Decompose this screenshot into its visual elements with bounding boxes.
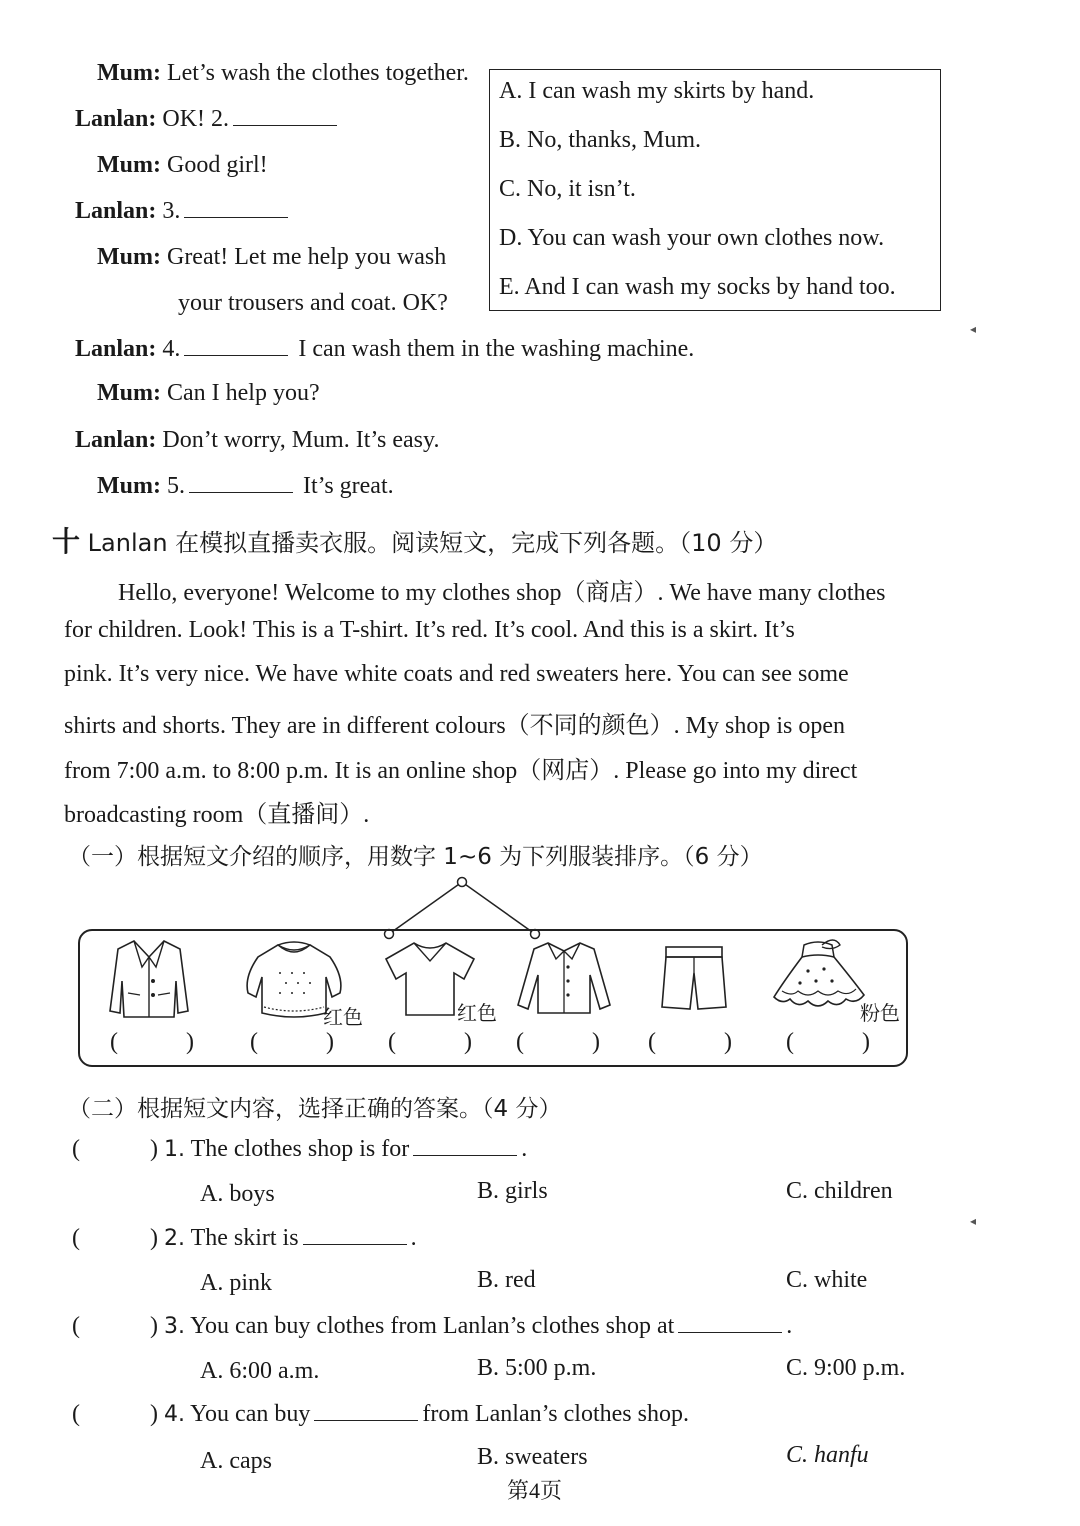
order-slot-6[interactable]: ( ): [786, 1029, 870, 1055]
color-label-tshirt: 红色: [457, 1001, 497, 1025]
part2-title: （二）根据短文内容，选择正确的答案。（4 分）: [68, 1096, 562, 1122]
dialogue-line-7: Lanlan: 4. I can wash them in the washing machine.: [75, 336, 695, 362]
question-1: ( ) 1. The clothes shop is for .: [72, 1136, 528, 1162]
choice-3c[interactable]: C. 9:00 p.m.: [786, 1355, 906, 1381]
order-slot-2[interactable]: ( ): [250, 1029, 334, 1055]
choice-4a[interactable]: A. caps: [200, 1448, 272, 1474]
order-slot-1[interactable]: ( ): [110, 1029, 194, 1055]
dialogue-line-2: Lanlan: OK! 2.: [75, 106, 341, 133]
passage-line-4: shirts and shorts. They are in different colours（不同的颜色）. My shop is open: [64, 713, 846, 739]
passage-line-5: from 7:00 a.m. to 8:00 p.m. It is an online shop（网店）. Please go into my direct: [64, 758, 858, 784]
choice-2c[interactable]: C. white: [786, 1267, 868, 1293]
answer-blank-5[interactable]: [189, 491, 293, 493]
order-slot-3[interactable]: ( ): [388, 1029, 472, 1055]
dialogue-line-1: Mum: Let’s wash the clothes together.: [97, 60, 469, 86]
question-blank: [678, 1331, 782, 1333]
choice-1a[interactable]: A. boys: [200, 1181, 275, 1207]
dialogue-line-8: Mum: Can I help you?: [97, 380, 320, 406]
option-b: B. No, thanks, Mum.: [499, 127, 702, 153]
choice-3b[interactable]: B. 5:00 p.m.: [477, 1355, 597, 1381]
passage-line-3: pink. It’s very nice. We have white coats and red sweaters here. You can see some: [64, 661, 849, 687]
order-slot-4[interactable]: ( ): [516, 1029, 600, 1055]
dialogue-line-9: Lanlan: Don’t worry, Mum. It’s easy.: [75, 427, 440, 453]
coat-icon: [106, 937, 192, 1021]
section-10-title: 十 Lanlan 在模拟直播卖衣服。阅读短文，完成下列各题。（10 分）: [52, 525, 778, 558]
dialogue-line-6: your trousers and coat. OK?: [178, 290, 448, 316]
passage-line-1: Hello, everyone! Welcome to my clothes shop（商店）. We have many clothes: [118, 580, 886, 606]
answer-paren[interactable]: ( ): [72, 1313, 158, 1339]
choice-1b[interactable]: B. girls: [477, 1178, 548, 1204]
part1-title: （一）根据短文介绍的顺序，用数字 1~6 为下列服装排序。（6 分）: [68, 844, 763, 870]
answer-blank-2[interactable]: [233, 124, 337, 126]
order-slot-5[interactable]: ( ): [648, 1029, 732, 1055]
choice-4b[interactable]: B. sweaters: [477, 1444, 588, 1470]
question-3: ( ) 3. You can buy clothes from Lanlan’s clothes shop at .: [72, 1313, 793, 1339]
passage-line-6: broadcasting room（直播间）.: [64, 802, 370, 828]
skirt-icon: [768, 935, 868, 1019]
passage-line-2: for children. Look! This is a T-shirt. It’s red. It’s cool. And this is a skirt. It’s: [64, 617, 795, 643]
choice-2a[interactable]: A. pink: [200, 1270, 272, 1296]
dialogue-line-4: Lanlan: 3.: [75, 198, 292, 225]
page-number: 第4页: [507, 1478, 563, 1503]
question-4: ( ) 4. You can buy from Lanlan’s clothes shop.: [72, 1401, 689, 1427]
choice-2b[interactable]: B. red: [477, 1267, 536, 1293]
dialogue-line-3: Mum: Good girl!: [97, 152, 268, 178]
option-e: E. And I can wash my socks by hand too.: [499, 274, 896, 300]
answer-paren[interactable]: ( ): [72, 1136, 158, 1162]
option-d: D. You can wash your own clothes now.: [499, 225, 885, 251]
margin-mark: ◂: [970, 322, 977, 336]
answer-paren[interactable]: ( ): [72, 1225, 158, 1251]
choice-4c[interactable]: C. hanfu: [786, 1442, 869, 1468]
answer-blank-4[interactable]: [184, 354, 288, 356]
option-c: C. No, it isn’t.: [499, 176, 636, 202]
shirt-icon: [514, 935, 614, 1019]
question-blank: [413, 1154, 517, 1156]
options-box: [489, 69, 941, 311]
margin-mark: ◂: [970, 1214, 977, 1228]
dialogue-line-10: Mum: 5. It’s great.: [97, 473, 394, 499]
answer-paren[interactable]: ( ): [72, 1401, 158, 1427]
question-2: ( ) 2. The skirt is .: [72, 1225, 417, 1251]
color-label-sweater: 红色: [323, 1005, 363, 1029]
question-blank: [314, 1419, 418, 1421]
clothes-ordering-frame: [78, 929, 908, 1067]
option-a: A. I can wash my skirts by hand.: [499, 78, 815, 104]
dialogue-line-5: Mum: Great! Let me help you wash: [97, 244, 447, 270]
answer-blank-3[interactable]: [184, 216, 288, 218]
question-blank: [303, 1243, 407, 1245]
choice-1c[interactable]: C. children: [786, 1178, 893, 1204]
color-label-skirt: 粉色: [860, 1001, 900, 1025]
shorts-icon: [658, 943, 730, 1013]
choice-3a[interactable]: A. 6:00 a.m.: [200, 1358, 320, 1384]
